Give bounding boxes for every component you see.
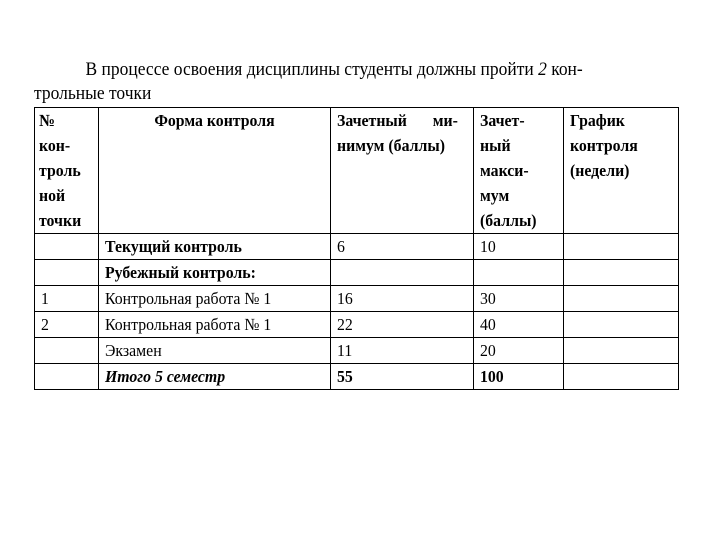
row-form: Контрольная работа № 1 <box>105 289 272 308</box>
table-row <box>35 234 679 260</box>
row-min: 16 <box>337 289 353 308</box>
row-max: 30 <box>480 289 496 308</box>
row-min-cell <box>331 364 474 390</box>
header-number-line: троль <box>39 161 81 180</box>
row-number-cell <box>35 364 99 390</box>
intro-text-start: В процессе освоения дисциплины студенты должны пройти <box>85 59 539 80</box>
row-form: Текущий контроль <box>105 237 242 256</box>
row-min-cell <box>331 234 474 260</box>
row-number: 1 <box>41 289 49 308</box>
intro-line-1 <box>34 58 626 82</box>
row-form-cell <box>99 364 331 390</box>
header-number-line: кон- <box>39 136 71 155</box>
row-schedule-cell <box>564 260 679 286</box>
row-max-cell <box>474 260 564 286</box>
row-max-cell <box>474 364 564 390</box>
header-form <box>99 108 331 234</box>
table-row <box>35 260 679 286</box>
row-form: Экзамен <box>105 341 162 360</box>
row-form-cell <box>99 338 331 364</box>
header-min-line: нимум (баллы) <box>337 136 445 155</box>
header-schedule-line: График <box>570 111 625 130</box>
header-schedule-line: контроля <box>570 136 638 155</box>
row-number-cell <box>35 260 99 286</box>
header-number-line: ной <box>39 186 66 205</box>
intro-line-2: трольные точки <box>34 83 152 104</box>
table-row <box>35 286 679 312</box>
header-number-line: точки <box>39 211 82 230</box>
row-form-cell <box>99 286 331 312</box>
header-max <box>474 108 564 234</box>
table-row <box>35 338 679 364</box>
row-schedule-cell <box>564 364 679 390</box>
row-number-cell <box>35 286 99 312</box>
row-max-cell <box>474 234 564 260</box>
row-min-cell <box>331 338 474 364</box>
row-min: 22 <box>337 315 353 334</box>
table-row <box>35 312 679 338</box>
header-max-line: (баллы) <box>480 211 537 230</box>
row-max-cell <box>474 286 564 312</box>
intro-paragraph <box>34 58 626 106</box>
row-form: Контрольная работа № 1 <box>105 315 272 334</box>
header-max-line: макси- <box>480 161 529 180</box>
row-number: 2 <box>41 315 49 334</box>
header-max-line: ный <box>480 136 511 155</box>
row-min-cell <box>331 312 474 338</box>
header-number <box>35 108 99 234</box>
row-number-cell <box>35 234 99 260</box>
header-form-label: Форма контроля <box>154 111 275 130</box>
row-max-cell <box>474 338 564 364</box>
row-form: Рубежный контроль: <box>105 263 256 282</box>
row-number-cell <box>35 312 99 338</box>
row-form-cell <box>99 312 331 338</box>
row-form-cell <box>99 260 331 286</box>
row-min-cell <box>331 260 474 286</box>
header-min-word: ми- <box>432 111 458 130</box>
intro-text-end: кон- <box>546 59 583 80</box>
header-min-line <box>337 108 458 133</box>
row-max-cell <box>474 312 564 338</box>
header-min-word: Зачетный <box>337 111 407 130</box>
header-max-line: Зачет- <box>480 111 525 130</box>
row-max: 10 <box>480 237 496 256</box>
header-schedule-line: (недели) <box>570 161 630 180</box>
row-schedule-cell <box>564 312 679 338</box>
row-min: 11 <box>337 341 353 360</box>
row-max: 100 <box>480 367 504 386</box>
row-min: 6 <box>337 237 345 256</box>
header-min <box>331 108 474 234</box>
table-total-row <box>35 364 679 390</box>
row-number-cell <box>35 338 99 364</box>
header-number-line: № <box>39 111 55 130</box>
row-max: 40 <box>480 315 496 334</box>
row-min: 55 <box>337 367 353 386</box>
row-schedule-cell <box>564 286 679 312</box>
row-form-cell <box>99 234 331 260</box>
row-max: 20 <box>480 341 496 360</box>
intro-count: 2 <box>538 59 547 80</box>
row-schedule-cell <box>564 338 679 364</box>
row-form: Итого 5 семестр <box>105 367 226 386</box>
row-schedule-cell <box>564 234 679 260</box>
header-max-line: мум <box>480 186 510 205</box>
header-schedule <box>564 108 679 234</box>
table-header-row <box>35 108 679 234</box>
control-points-table <box>34 107 679 390</box>
row-min-cell <box>331 286 474 312</box>
